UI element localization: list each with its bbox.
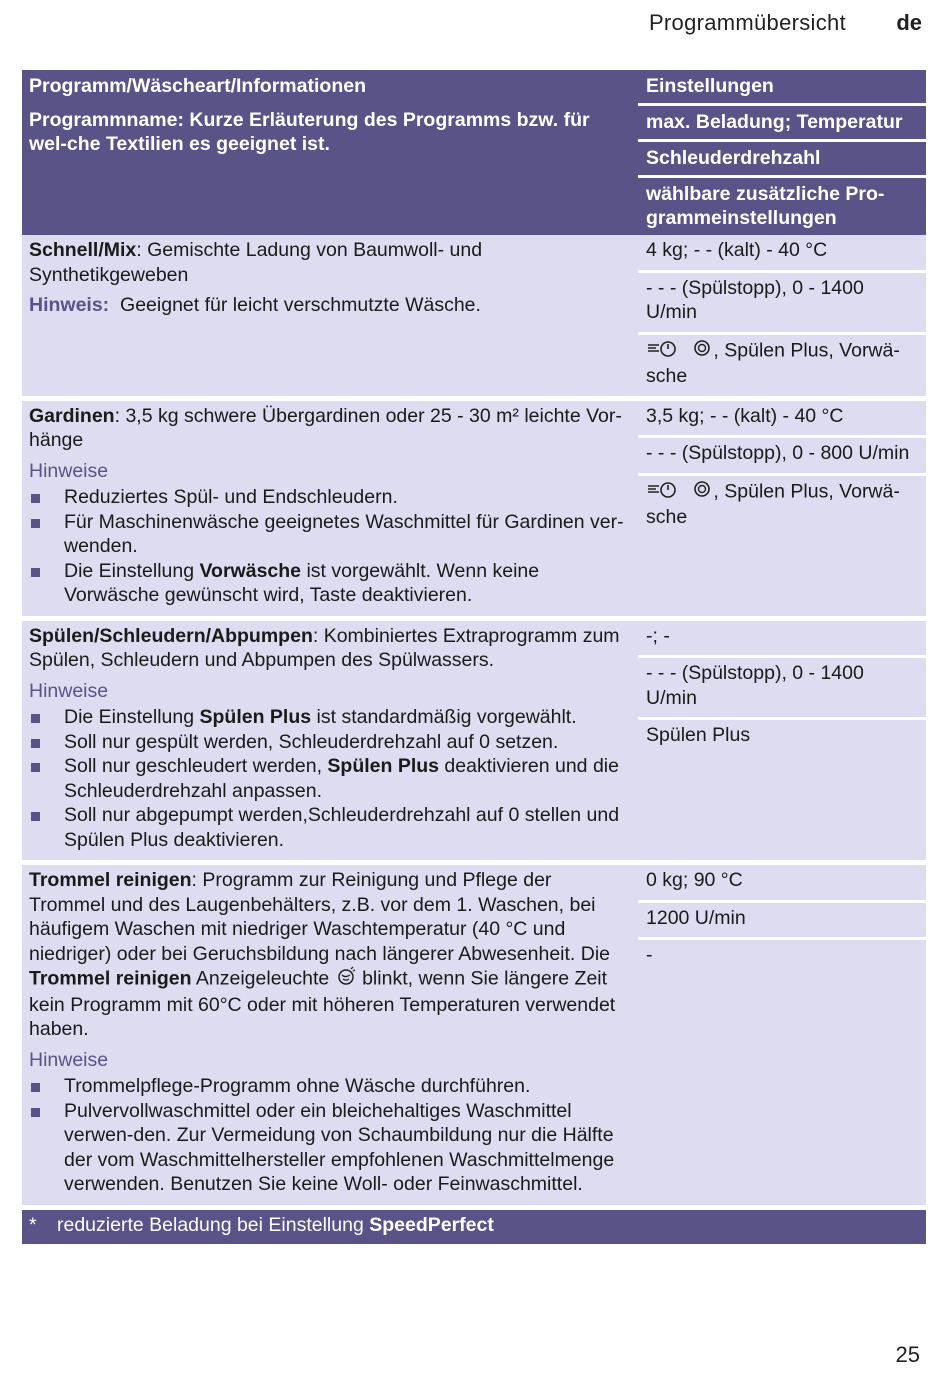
program-description — [22, 865, 634, 1205]
load-temp-value: 3,5 kg; - - (kalt) - 40 °C — [638, 401, 926, 439]
spin-value: - - - (Spülstopp), 0 - 1400 U/min — [638, 273, 926, 335]
timer-speed-icon — [646, 479, 686, 506]
page-header — [0, 8, 950, 38]
notes-heading: Hinweise — [29, 459, 109, 482]
stain-icon — [691, 479, 713, 506]
table-header — [22, 70, 926, 235]
load-temp-value: 4 kg; - - (kalt) - 40 °C — [638, 235, 926, 273]
section-title: Programmübersicht — [648, 10, 846, 35]
list-item: Die Einstellung Spülen Plus ist standardmäßig vorgewählt. — [29, 705, 626, 730]
list-item: Trommelpflege-Programm ohne Wäsche durchführen. — [29, 1074, 626, 1099]
notes-heading: Hinweise — [29, 679, 109, 702]
header-right — [634, 70, 926, 235]
header-options: wählbare zusätzliche Pro-grammeinstellungen — [638, 178, 926, 235]
table-row — [22, 621, 926, 861]
timer-speed-icon — [646, 338, 686, 365]
program-desc: : Programm zur Reinigung und Pflege der Trommel und des Laugenbehälters, z.B. vor dem 1. Waschen, bei häufigem Waschen mit niedriger Waschtemperatur (40 °C und niedriger) oder bei Geruchsbildung nach längerer Abwesenheit. Die — [29, 869, 611, 965]
drum-clean-icon — [335, 966, 357, 993]
notes-list — [29, 485, 626, 608]
program-name: Gardinen — [29, 404, 115, 427]
note-text: Geeignet für leicht verschmutzte Wäsche. — [120, 294, 481, 316]
program-desc: : 3,5 kg schwere Übergardinen oder 25 - 30 m² leichte Vor-hänge — [29, 404, 622, 451]
page-number: 25 — [895, 1342, 920, 1367]
table-row — [22, 235, 926, 396]
program-desc: : Kombiniertes Extraprogramm zum Spülen, Schleudern und Abpumpen des Spülwassers. — [29, 624, 620, 671]
program-description — [22, 621, 634, 861]
program-description — [22, 401, 634, 616]
spin-value: - - - (Spülstopp), 0 - 1400 U/min — [638, 658, 926, 720]
options-value: - — [646, 944, 653, 966]
header-left — [22, 70, 634, 235]
header-left-subtitle: Programmname: Kurze Erläuterung des Programms bzw. für wel-che Textilien es geeignet ist. — [29, 109, 590, 155]
program-settings — [634, 865, 926, 1205]
program-name: Schnell/Mix — [29, 239, 137, 261]
list-item: Soll nur abgepumpt werden,Schleuderdrehzahl auf 0 stellen und Spülen Plus deaktivieren. — [29, 803, 626, 852]
list-item: Reduziertes Spül- und Endschleudern. — [29, 485, 626, 510]
list-item: Die Einstellung Vorwäsche ist vorgewählt. Wenn keine Vorwäsche gewünscht wird, Taste deaktivieren. — [29, 559, 626, 608]
program-name: Trommel reinigen — [29, 869, 192, 891]
options-text: , Spülen Plus, Vorwä-sche — [646, 479, 900, 528]
table-row — [22, 401, 926, 616]
spin-value: - - - (Spülstopp), 0 - 800 U/min — [638, 438, 926, 476]
footnote-text: reduzierte Beladung bei Einstellung SpeedPerfect — [57, 1213, 494, 1236]
list-item: Für Maschinenwäsche geeignetes Waschmittel für Gardinen ver-wenden. — [29, 510, 626, 559]
program-name: Spülen/Schleudern/Abpumpen — [29, 624, 313, 647]
footnote-marker: * — [29, 1213, 37, 1236]
program-description — [22, 235, 634, 396]
program-settings — [634, 235, 926, 396]
options-text: , Spülen Plus, Vorwä-sche — [646, 338, 900, 387]
load-temp-value: 0 kg; 90 °C — [638, 865, 926, 903]
list-item: Soll nur gespült werden, Schleuderdrehzahl auf 0 setzen. — [29, 730, 626, 755]
program-desc-part: Anzeigeleuchte — [191, 967, 330, 990]
header-load-temp: max. Beladung; Temperatur — [638, 106, 926, 142]
program-table — [22, 70, 926, 1244]
program-settings — [634, 401, 926, 616]
program-desc-part: blinkt, wenn Sie längere Zeit kein Programm mit 60°C oder mit höheren Temperaturen verwendet haben. — [29, 967, 616, 1040]
options-value — [638, 335, 926, 396]
options-value: Spülen Plus — [646, 724, 751, 746]
stain-icon — [691, 338, 713, 365]
program-desc-bold: Trommel reinigen — [29, 967, 192, 990]
load-temp-value: -; - — [638, 621, 926, 659]
options-value — [638, 476, 926, 537]
program-desc: : Gemischte Ladung von Baumwoll- und Synthetikgeweben — [29, 239, 483, 286]
table-row — [22, 865, 926, 1205]
table-footnote — [22, 1210, 926, 1244]
note-label: Hinweis: — [29, 294, 110, 316]
list-item: Pulvervollwaschmittel oder ein bleichehaltiges Waschmittel verwen-den. Zur Vermeidung von Schaumbildung nur die Hälfte der vom Waschmittelhersteller empfohlenen Waschmittelmenge verwenden. Benutzen Sie keine Woll- oder Feinwaschmittel. — [29, 1099, 626, 1197]
header-left-title: Programm/Wäscheart/Informationen — [29, 75, 366, 97]
notes-list — [29, 705, 626, 852]
notes-list — [29, 1074, 626, 1197]
header-spin: Schleuderdrehzahl — [638, 142, 926, 178]
language-code: de — [896, 10, 922, 35]
spin-value: 1200 U/min — [638, 903, 926, 941]
list-item: Soll nur geschleudert werden, Spülen Plus deaktivieren und die Schleuderdrehzahl anpassen. — [29, 754, 626, 803]
notes-heading: Hinweise — [29, 1048, 109, 1071]
header-settings: Einstellungen — [638, 70, 926, 106]
program-settings — [634, 621, 926, 861]
